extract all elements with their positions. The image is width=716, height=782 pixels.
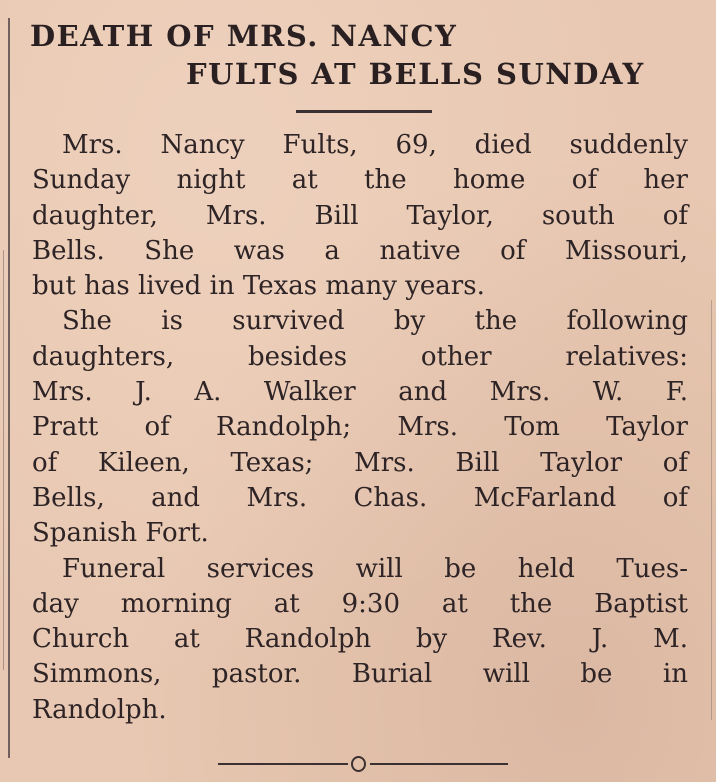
text-line: Mrs. J. A. Walker and Mrs. W. F. bbox=[32, 377, 688, 408]
clipping-edge bbox=[711, 300, 712, 720]
text-line: but has lived in Texas many years. bbox=[32, 271, 485, 302]
text-line: day morning at 9:30 at the Baptist bbox=[32, 588, 688, 619]
headline-divider bbox=[296, 110, 432, 113]
text-line: Church at Randolph by Rev. J. M. bbox=[32, 624, 688, 655]
text-line: Mrs. Nancy Fults, 69, died suddenly bbox=[62, 130, 688, 160]
paragraph-1 bbox=[32, 128, 688, 304]
text-line: Funeral services will be held Tues- bbox=[62, 553, 688, 584]
column-edge bbox=[3, 250, 4, 670]
text-line: Pratt of Randolph; Mrs. Tom Taylor bbox=[32, 412, 688, 443]
article-body bbox=[32, 128, 688, 728]
end-ornament bbox=[218, 756, 508, 772]
paragraph-2 bbox=[32, 304, 688, 551]
text-line: Bells. She was a native of Missouri, bbox=[32, 235, 688, 266]
text-line: daughters, besides other relatives: bbox=[32, 341, 688, 372]
text-line: Sunday night at the home of her bbox=[32, 165, 688, 196]
headline-line-1: DEATH OF MRS. NANCY bbox=[30, 19, 458, 53]
headline-line-2: FULTS AT BELLS SUNDAY bbox=[186, 57, 645, 91]
paragraph-3 bbox=[32, 552, 688, 728]
text-line: Bells, and Mrs. Chas. McFarland of bbox=[32, 482, 688, 513]
text-line: Simmons, pastor. Burial will be in bbox=[32, 659, 688, 690]
text-line: Spanish Fort. bbox=[32, 518, 209, 549]
text-line: of Kileen, Texas; Mrs. Bill Taylor of bbox=[32, 447, 688, 478]
column-rule bbox=[8, 18, 10, 758]
text-line: daughter, Mrs. Bill Taylor, south of bbox=[32, 200, 688, 231]
text-line: She is survived by the following bbox=[62, 306, 688, 337]
ornament-circle-icon bbox=[351, 756, 366, 772]
ornament-rule-right bbox=[370, 763, 508, 765]
text-line: Randolph. bbox=[32, 694, 167, 725]
ornament-rule-left bbox=[218, 763, 348, 765]
